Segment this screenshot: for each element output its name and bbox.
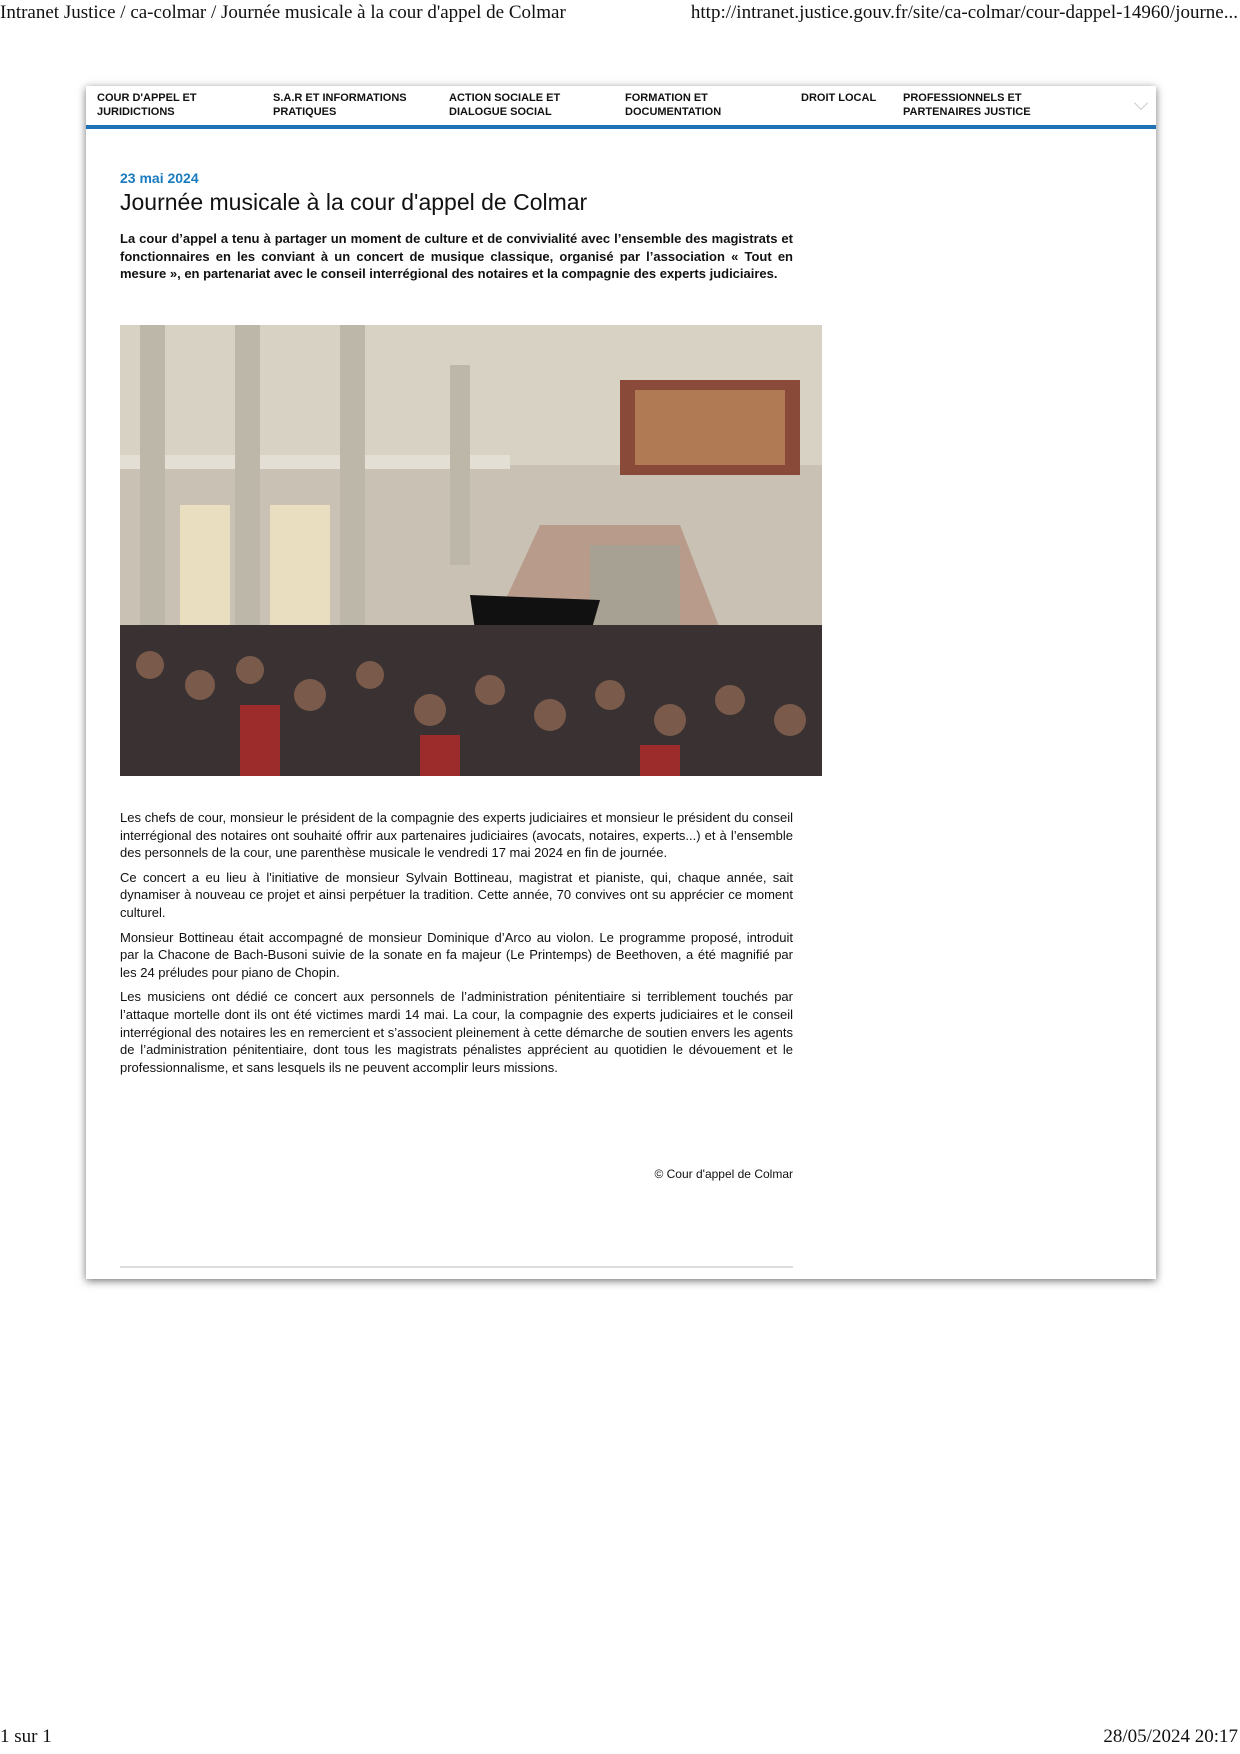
- body-paragraph: Les chefs de cour, monsieur le président de la compagnie des experts judiciaires et monsieur le président du conseil interrégional des notaires ont souhaité offrir aux partenaires judiciaires (avocats, notaires, experts...) et à l’ensemble des personnels de la cour, une parenthèse musicale le vendredi 17 mai 2024 en fin de journée.: [120, 810, 793, 861]
- article-body: [120, 809, 793, 1083]
- article-date: 23 mai 2024: [120, 170, 199, 186]
- print-datetime: 28/05/2024 20:17: [1103, 1726, 1238, 1747]
- nav-item-formation[interactable]: FORMATION ET DOCUMENTATION: [625, 92, 722, 118]
- nav-item-professionnels[interactable]: PROFESSIONNELS ET PARTENAIRES JUSTICE: [903, 92, 1031, 118]
- divider: [120, 1266, 793, 1268]
- body-paragraph: Ce concert a eu lieu à l'initiative de monsieur Sylvain Bottineau, magistrat et pianiste, qui, chaque année, sait dynamiser à nouveau ce projet et ainsi perpétuer la tradition. Cette année, 70 convives ont su apprécier ce moment culturel.: [120, 869, 793, 920]
- body-paragraph: Les musiciens ont dédié ce concert aux personnels de l’administration pénitentiaire si terriblement touchés par l’attaque mortelle dont ils ont été victimes mardi 14 mai. La cour, la compagnie des experts judiciaires et le conseil interrégional des notaires les en remercient et s’associent pleinement à cette démarche de soutien envers les agents de l’administration pénitentiaire, dont tous les magistrats pénalistes apprécient au quotidien le dévouement et le professionnalisme, et sans lesquels ils ne peuvent accomplir leurs missions.: [120, 989, 793, 1075]
- main-nav: [86, 86, 1156, 129]
- article-header: [120, 170, 793, 283]
- body-paragraph: Monsieur Bottineau était accompagné de monsieur Dominique d’Arco au violon. Le programme proposé, introduit par la Chacone de Bach-Busoni suivie de la sonate en fa majeur (Le Printemps) de Beethoven, a été magnifié par les 24 préludes pour piano de Chopin.: [120, 929, 793, 980]
- chevron-down-icon[interactable]: [1134, 96, 1148, 110]
- copyright: © Cour d'appel de Colmar: [654, 1167, 793, 1181]
- nav-item-action-sociale[interactable]: ACTION SOCIALE ET DIALOGUE SOCIAL: [449, 92, 561, 118]
- page-card: [86, 86, 1156, 1279]
- article-lead: La cour d’appel a tenu à partager un moment de culture et de convivialité avec l’ensemble des magistrats et fonctionnaires en les conviant à un concert de musique classique, organisé par l’association « Tout en mesure », en partenariat avec le conseil interrégional des notaires et la compagnie des experts judiciaires.: [120, 231, 793, 282]
- concert-photo: [120, 325, 822, 776]
- article-title: Journée musicale à la cour d'appel de Colmar: [120, 189, 588, 215]
- nav-item-droit-local[interactable]: DROIT LOCAL: [801, 92, 877, 104]
- print-page-number: 1 sur 1: [0, 1726, 52, 1747]
- nav-item-sar[interactable]: S.A.R ET INFORMATIONS PRATIQUES: [273, 92, 407, 118]
- nav-item-cour-appel[interactable]: COUR D'APPEL ET JURIDICTIONS: [97, 92, 197, 118]
- print-page-url: http://intranet.justice.gouv.fr/site/ca-colmar/cour-dappel-14960/journe...: [690, 2, 1238, 23]
- print-page-title: Intranet Justice / ca-colmar / Journée musicale à la cour d'appel de Colmar: [0, 2, 566, 23]
